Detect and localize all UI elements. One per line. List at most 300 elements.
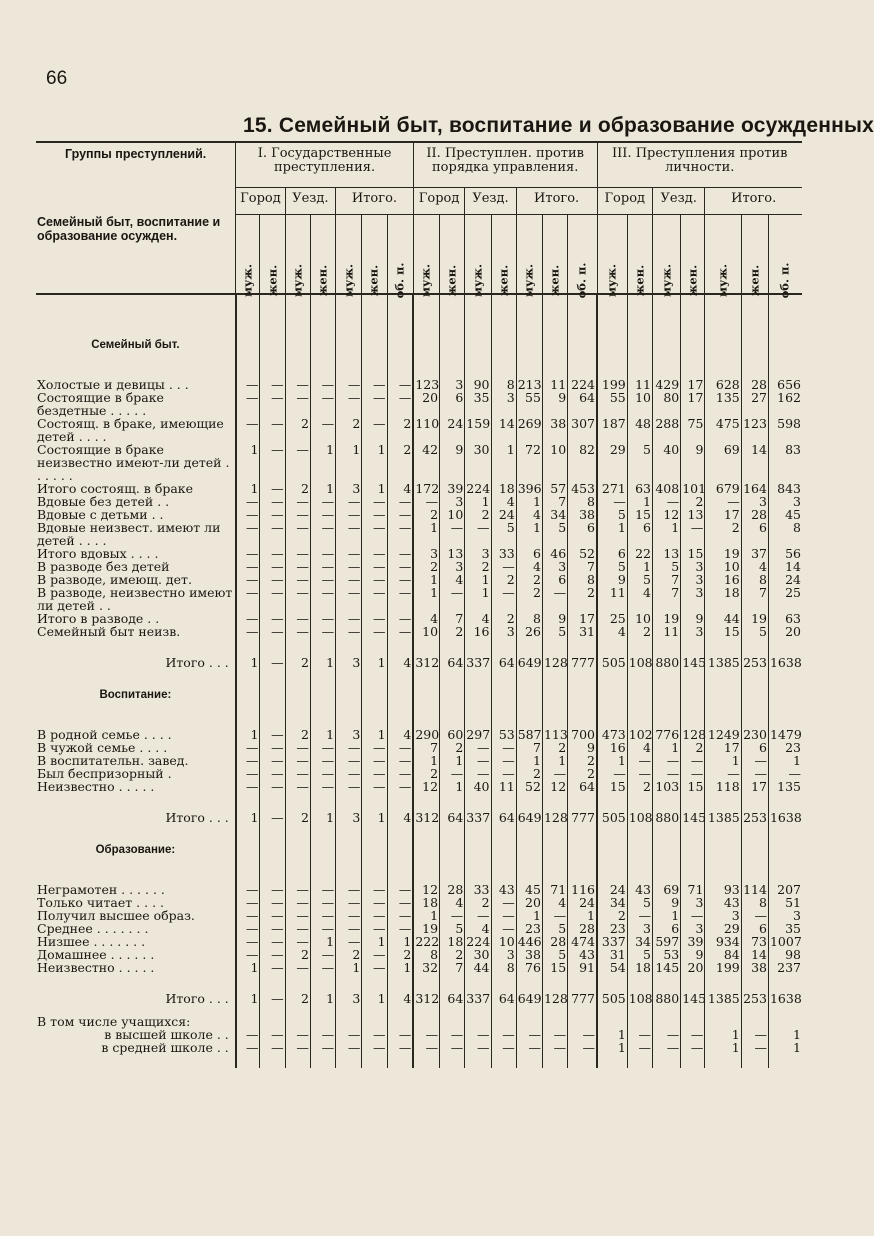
table-row-cell: —: [491, 754, 516, 767]
table-row-cell: 102: [628, 727, 653, 742]
table-row-cell: 2: [413, 560, 439, 573]
table-row-cell: 1: [310, 935, 335, 948]
table-row-cell: —: [260, 935, 285, 948]
total-row-cell: —: [260, 992, 285, 1005]
spacer-cell: [260, 857, 285, 883]
section-cell: [768, 679, 802, 702]
spacer-cell: [413, 702, 439, 728]
table-row-cell: 71: [681, 883, 705, 896]
section-cell: [236, 834, 260, 857]
total-row-cell: 4: [387, 811, 413, 824]
table-row-cell: —: [236, 935, 260, 948]
table-row-cell: —: [362, 521, 387, 547]
table-row-cell: 10: [627, 391, 652, 417]
table-row-cell: —: [236, 948, 260, 961]
table-row-cell: —: [285, 378, 310, 391]
spacer-cell: [336, 793, 362, 811]
table-row-cell: 84: [705, 948, 741, 961]
table-row-cell: 14: [491, 417, 516, 443]
footer-row-cell: —: [387, 1041, 413, 1054]
footer-row-cell: —: [652, 1041, 680, 1054]
table-row-cell: 75: [681, 417, 705, 443]
footer-row-cell: —: [285, 1028, 310, 1041]
sub-heading-3-3: Итого.: [705, 188, 802, 215]
spacer-cell: [491, 857, 516, 883]
spacer-cell: [285, 1005, 310, 1015]
section-cell: [336, 679, 362, 702]
total-row-cell: 253: [743, 810, 767, 825]
total-row-cell: 64: [491, 811, 516, 824]
total-row-cell: 649: [517, 655, 542, 670]
table-row-cell: 11: [597, 586, 627, 612]
table-row-cell: —: [387, 586, 413, 612]
spacer-cell: [681, 824, 705, 834]
table-row-cell: —: [260, 547, 285, 560]
table-row-label: В чужой семье . . . .: [37, 740, 168, 755]
spacer-cell: [652, 669, 680, 679]
table-row-cell: 91: [568, 961, 597, 974]
table-row-cell: 297: [466, 727, 491, 742]
spacer-cell: [768, 974, 802, 992]
table-row-cell: —: [236, 586, 260, 612]
table-row-cell: —: [236, 495, 260, 508]
table-row-cell: 145: [652, 961, 680, 974]
table-row-cell: 43: [705, 896, 741, 909]
total-row-cell: 777: [568, 811, 597, 824]
total-row-cell: 337: [466, 655, 491, 670]
section-cell: [705, 834, 741, 857]
total-row-cell: 64: [440, 811, 465, 824]
table-row-cell: 6: [542, 573, 567, 586]
table-row-cell: 213: [517, 377, 542, 392]
total-row-cell: 1: [236, 656, 260, 669]
table-row-cell: 19: [705, 547, 741, 560]
spacer-cell: [310, 857, 335, 883]
section-cell: [336, 329, 362, 352]
table-row-cell: —: [362, 741, 387, 754]
table-row-cell: 164: [743, 481, 767, 496]
table-row-cell: 38: [516, 948, 542, 961]
spacer-row: [36, 974, 802, 992]
table-row-cell: 1: [768, 754, 802, 767]
table-row-cell: —: [285, 495, 310, 508]
table-row-cell: 446: [517, 934, 542, 949]
table-row-cell: 3: [491, 948, 516, 961]
table-row-cell: 1: [336, 961, 362, 974]
table-row-cell: 4: [387, 728, 413, 741]
section-cell: [652, 679, 680, 702]
spacer-cell: [440, 1005, 465, 1015]
total-row-cell: 1: [310, 811, 335, 824]
table-row-cell: 1: [387, 961, 413, 974]
table-row-cell: —: [260, 728, 285, 741]
table-row-cell: 35: [465, 391, 491, 417]
col-heading-label: муж.: [290, 264, 305, 297]
table-row-cell: —: [260, 922, 285, 935]
table-row-cell: 114: [743, 882, 767, 897]
spacer-cell: [36, 294, 236, 329]
spacer-cell: [568, 857, 597, 883]
spacer-cell: [285, 824, 310, 834]
spacer-cell: [285, 793, 310, 811]
table-row-cell: 38: [568, 508, 597, 521]
table-row-cell: 429: [652, 378, 680, 391]
spacer-cell: [741, 1054, 768, 1068]
total-row-cell: 337: [466, 991, 491, 1006]
spacer-cell: [627, 669, 652, 679]
spacer-cell: [336, 702, 362, 728]
table-row-cell: 15: [542, 961, 567, 974]
spacer-cell: [768, 669, 802, 679]
spacer-cell: [413, 1005, 439, 1015]
table-row-cell: —: [491, 767, 516, 780]
table-row-cell: —: [236, 767, 260, 780]
footer-row: [36, 1041, 802, 1054]
table-row-cell: —: [260, 625, 285, 638]
section-cell: [681, 834, 705, 857]
footer-row-cell: —: [491, 1028, 516, 1041]
table-row-cell: —: [362, 754, 387, 767]
spacer-cell: [491, 824, 516, 834]
spacer-row: [36, 669, 802, 679]
spacer-cell: [705, 824, 741, 834]
table-row-cell: 222: [415, 934, 440, 949]
table-row-cell: —: [260, 560, 285, 573]
sub-heading-1-1: Город: [236, 188, 285, 215]
table-row-cell: 30: [465, 948, 491, 961]
section-cell: [362, 834, 387, 857]
spacer-cell: [627, 352, 652, 378]
table-row-cell: —: [236, 560, 260, 573]
spacer-cell: [652, 1054, 680, 1068]
section-heading-title: Семейный быт.: [91, 339, 180, 351]
table-row-cell: 29: [597, 443, 627, 482]
table-row-cell: 28: [440, 883, 465, 896]
table-row-label: Только читает . . . .: [37, 895, 164, 910]
total-row-cell: 108: [628, 655, 653, 670]
table-row-cell: 71: [542, 883, 567, 896]
table-row-cell: 2: [285, 728, 310, 741]
table-row-cell: —: [260, 482, 285, 495]
total-row-cell: 1638: [769, 810, 802, 825]
table-row-cell: 1: [362, 935, 387, 948]
table-row-cell: 3: [336, 482, 362, 495]
total-row-cell: 4: [387, 992, 413, 1005]
col-heading-2-2: [440, 215, 465, 295]
section-cell: [362, 329, 387, 352]
spacer-cell: [236, 793, 260, 811]
table-row-cell: —: [260, 883, 285, 896]
section-cell: [413, 834, 439, 857]
table-row-cell: 110: [413, 417, 439, 443]
table-row-cell: 12: [413, 883, 439, 896]
table-row-cell: 2: [705, 521, 741, 547]
spacer-cell: [260, 793, 285, 811]
table-row-cell: —: [387, 896, 413, 909]
total-row-cell: 1: [310, 656, 335, 669]
table-row-cell: —: [627, 767, 652, 780]
table-row-cell: 27: [741, 391, 768, 417]
table-row-cell: 30: [465, 443, 491, 482]
section-cell: [705, 679, 741, 702]
table-row-cell: —: [310, 612, 335, 625]
table-row-cell: 1: [652, 909, 680, 922]
table-row-cell: 230: [743, 727, 767, 742]
table-row-cell: 20: [516, 896, 542, 909]
table-row-cell: —: [336, 935, 362, 948]
table-row-cell: —: [465, 754, 491, 767]
section-cell: [741, 834, 768, 857]
total-row-cell: 3: [336, 992, 362, 1005]
table-row-cell: —: [260, 909, 285, 922]
total-row-cell: 108: [628, 991, 653, 1006]
table-row-cell: 224: [568, 378, 597, 391]
table-row-cell: —: [491, 741, 516, 754]
table-row-cell: —: [362, 508, 387, 521]
spacer-cell: [542, 1054, 567, 1068]
table-row-cell: 23: [516, 922, 542, 935]
table-row-cell: 598: [768, 417, 802, 443]
spacer-cell: [236, 702, 260, 728]
table-row-cell: 20: [768, 625, 802, 638]
table-row-cell: 43: [627, 883, 652, 896]
spacer-cell: [413, 824, 439, 834]
spacer-cell: [568, 824, 597, 834]
table-row-cell: 6: [741, 741, 768, 754]
table-row-cell: —: [362, 560, 387, 573]
table-row-cell: 1: [597, 521, 627, 547]
table-row-cell: 3: [491, 391, 516, 417]
spacer-cell: [516, 352, 542, 378]
table-row-cell: —: [236, 417, 260, 443]
table-row-cell: —: [681, 767, 705, 780]
table-row-cell: —: [285, 754, 310, 767]
total-row-cell: 1: [310, 992, 335, 1005]
table-row-cell: —: [310, 391, 335, 417]
table-row-cell: —: [652, 754, 680, 767]
spacer-cell: [440, 638, 465, 656]
spacer-cell: [413, 1054, 439, 1068]
spacer-cell: [597, 352, 627, 378]
spacer-cell: [491, 702, 516, 728]
table-row-cell: —: [491, 560, 516, 573]
table-row-cell: 1: [516, 495, 542, 508]
spacer-cell: [741, 702, 768, 728]
spacer-cell: [260, 1054, 285, 1068]
table-row-cell: 10: [627, 612, 652, 625]
table-row-cell: —: [542, 767, 567, 780]
spacer-cell: [568, 702, 597, 728]
table-row-cell: —: [310, 741, 335, 754]
table-row-cell: 2: [336, 417, 362, 443]
table-row-cell: —: [491, 922, 516, 935]
table-row-cell: 5: [627, 948, 652, 961]
table-row-cell: 1: [362, 728, 387, 741]
footer-row-cell: —: [236, 1041, 260, 1054]
footer-row-cell: —: [465, 1041, 491, 1054]
col-heading-label: муж.: [659, 264, 674, 297]
spacer-cell: [465, 793, 491, 811]
total-row-cell: 1385: [705, 811, 741, 824]
stub-heading-groups: Группы преступлений.: [64, 147, 207, 161]
section-cell: [491, 834, 516, 857]
table-row-cell: 63: [627, 482, 652, 495]
col-heading-label: жен.: [685, 264, 700, 297]
table-row-cell: —: [260, 573, 285, 586]
spacer-cell: [236, 638, 260, 656]
table-row-cell: 19: [741, 612, 768, 625]
spacer-cell: [627, 793, 652, 811]
footer-row-cell: —: [681, 1028, 705, 1041]
table-row-cell: —: [362, 961, 387, 974]
table-row-cell: 1: [236, 728, 260, 741]
page-number: 66: [46, 68, 68, 89]
table-row-cell: 43: [491, 883, 516, 896]
table-row-cell: 82: [568, 443, 597, 482]
table-row-cell: —: [260, 378, 285, 391]
section-cell: [681, 329, 705, 352]
total-row-cell: 1: [362, 811, 387, 824]
table-row-cell: —: [285, 767, 310, 780]
table-row-cell: 18: [440, 935, 465, 948]
table-row-cell: 53: [491, 728, 516, 741]
table-row-cell: —: [285, 883, 310, 896]
table-row-cell: —: [336, 586, 362, 612]
table-row-cell: 269: [516, 417, 542, 443]
table-row-cell: —: [362, 586, 387, 612]
table-row-cell: —: [440, 586, 465, 612]
table-row-cell: —: [362, 896, 387, 909]
total-row-cell: 1: [236, 992, 260, 1005]
table-row-cell: 2: [516, 573, 542, 586]
data-table: [36, 143, 802, 1068]
spacer-cell: [741, 352, 768, 378]
table-row-cell: 39: [681, 935, 705, 948]
footer-row-cell: —: [440, 1028, 465, 1041]
section-cell: [568, 679, 597, 702]
table-row-cell: 1: [465, 586, 491, 612]
table-row-cell: —: [310, 573, 335, 586]
table-row-cell: —: [236, 754, 260, 767]
table-row-label: Семейный быт неизв.: [37, 624, 181, 639]
table-row-cell: 15: [597, 780, 627, 793]
col-heading-2-3: [465, 215, 491, 295]
spacer-cell: [440, 352, 465, 378]
sub-heading-3-1: Город: [597, 188, 652, 215]
table-row-cell: —: [236, 391, 260, 417]
table-row-cell: —: [310, 625, 335, 638]
table-row-cell: 1: [362, 482, 387, 495]
total-row-cell: 1385: [705, 656, 741, 669]
table-row-cell: 2: [568, 586, 597, 612]
table-row-cell: 3: [465, 547, 491, 560]
spacer-cell: [310, 793, 335, 811]
table-row-cell: —: [285, 391, 310, 417]
table-row-cell: —: [260, 780, 285, 793]
table-row-cell: 34: [597, 896, 627, 909]
section-cell: [768, 834, 802, 857]
table-row-cell: 172: [415, 481, 440, 496]
table-row-cell: 2: [542, 741, 567, 754]
col-heading-3-3: [652, 215, 680, 295]
table-row-cell: 1: [310, 728, 335, 741]
table-row-cell: —: [627, 754, 652, 767]
table-row-cell: 45: [768, 508, 802, 521]
table-row-cell: 4: [440, 896, 465, 909]
spacer-row: [36, 857, 802, 883]
table-row-cell: —: [310, 780, 335, 793]
spacer-cell: [597, 1005, 627, 1015]
table-row-cell: —: [236, 896, 260, 909]
section-cell: [516, 329, 542, 352]
table-row-cell: 1: [627, 560, 652, 573]
spacer-cell: [362, 1005, 387, 1015]
spacer-cell: [440, 669, 465, 679]
spacer-cell: [440, 1054, 465, 1068]
spacer-cell: [465, 1005, 491, 1015]
total-row-cell: 64: [491, 656, 516, 669]
table-row-label: Состоящ. в браке, имеющие детей . . . .: [37, 416, 224, 444]
table-row-cell: —: [336, 560, 362, 573]
spacer-cell: [236, 1054, 260, 1068]
table-row-cell: —: [285, 909, 310, 922]
table-row-cell: 2: [491, 612, 516, 625]
table-row-cell: 83: [768, 443, 802, 482]
table-row-cell: 1: [652, 521, 680, 547]
table-row-cell: 3: [681, 573, 705, 586]
footer-row-label: в высшей школе . .: [104, 1027, 229, 1042]
table-row-label: Состоящие в браке неизвестно имеют-ли детей . . . . . .: [37, 442, 230, 483]
total-row-cell: 649: [517, 810, 542, 825]
col-heading-1-3: [285, 215, 310, 295]
total-row-label: Итого . . .: [165, 991, 229, 1006]
table-row-label: В разводе без детей: [37, 559, 170, 574]
spacer-cell: [465, 1054, 491, 1068]
table-row-cell: —: [236, 508, 260, 521]
table-row-cell: 3: [681, 896, 705, 909]
spacer-cell: [568, 1005, 597, 1015]
spacer-cell: [465, 824, 491, 834]
table-row-cell: 1: [465, 573, 491, 586]
col-heading-2-6: [542, 215, 567, 295]
table-row-label: Итого в разводе . .: [37, 611, 160, 626]
table-row-cell: 207: [768, 883, 802, 896]
spacer-cell: [741, 1005, 768, 1015]
table-row-cell: 52: [516, 780, 542, 793]
spacer-cell: [491, 352, 516, 378]
table-row-cell: —: [387, 508, 413, 521]
table-row-label: Вдовые без детей . .: [37, 494, 170, 509]
footer-row-cell: 1: [705, 1028, 741, 1041]
section-cell: [413, 679, 439, 702]
col-heading-label: муж.: [521, 264, 536, 297]
spacer-cell: [36, 352, 236, 378]
table-row-cell: 9: [681, 948, 705, 961]
spacer-cell: [652, 1005, 680, 1015]
table-row-cell: 90: [465, 378, 491, 391]
table-row-cell: —: [681, 754, 705, 767]
table-row-cell: —: [542, 909, 567, 922]
footer-row-cell: —: [260, 1041, 285, 1054]
table-row-cell: 43: [568, 948, 597, 961]
header-row-groups: [36, 143, 802, 188]
table-row-cell: —: [336, 573, 362, 586]
table-row-label: Получил высшее образ.: [37, 908, 195, 923]
spacer-cell: [652, 824, 680, 834]
table-row-cell: 3: [542, 560, 567, 573]
table-row-cell: 39: [440, 482, 465, 495]
table-row-cell: 15: [681, 780, 705, 793]
